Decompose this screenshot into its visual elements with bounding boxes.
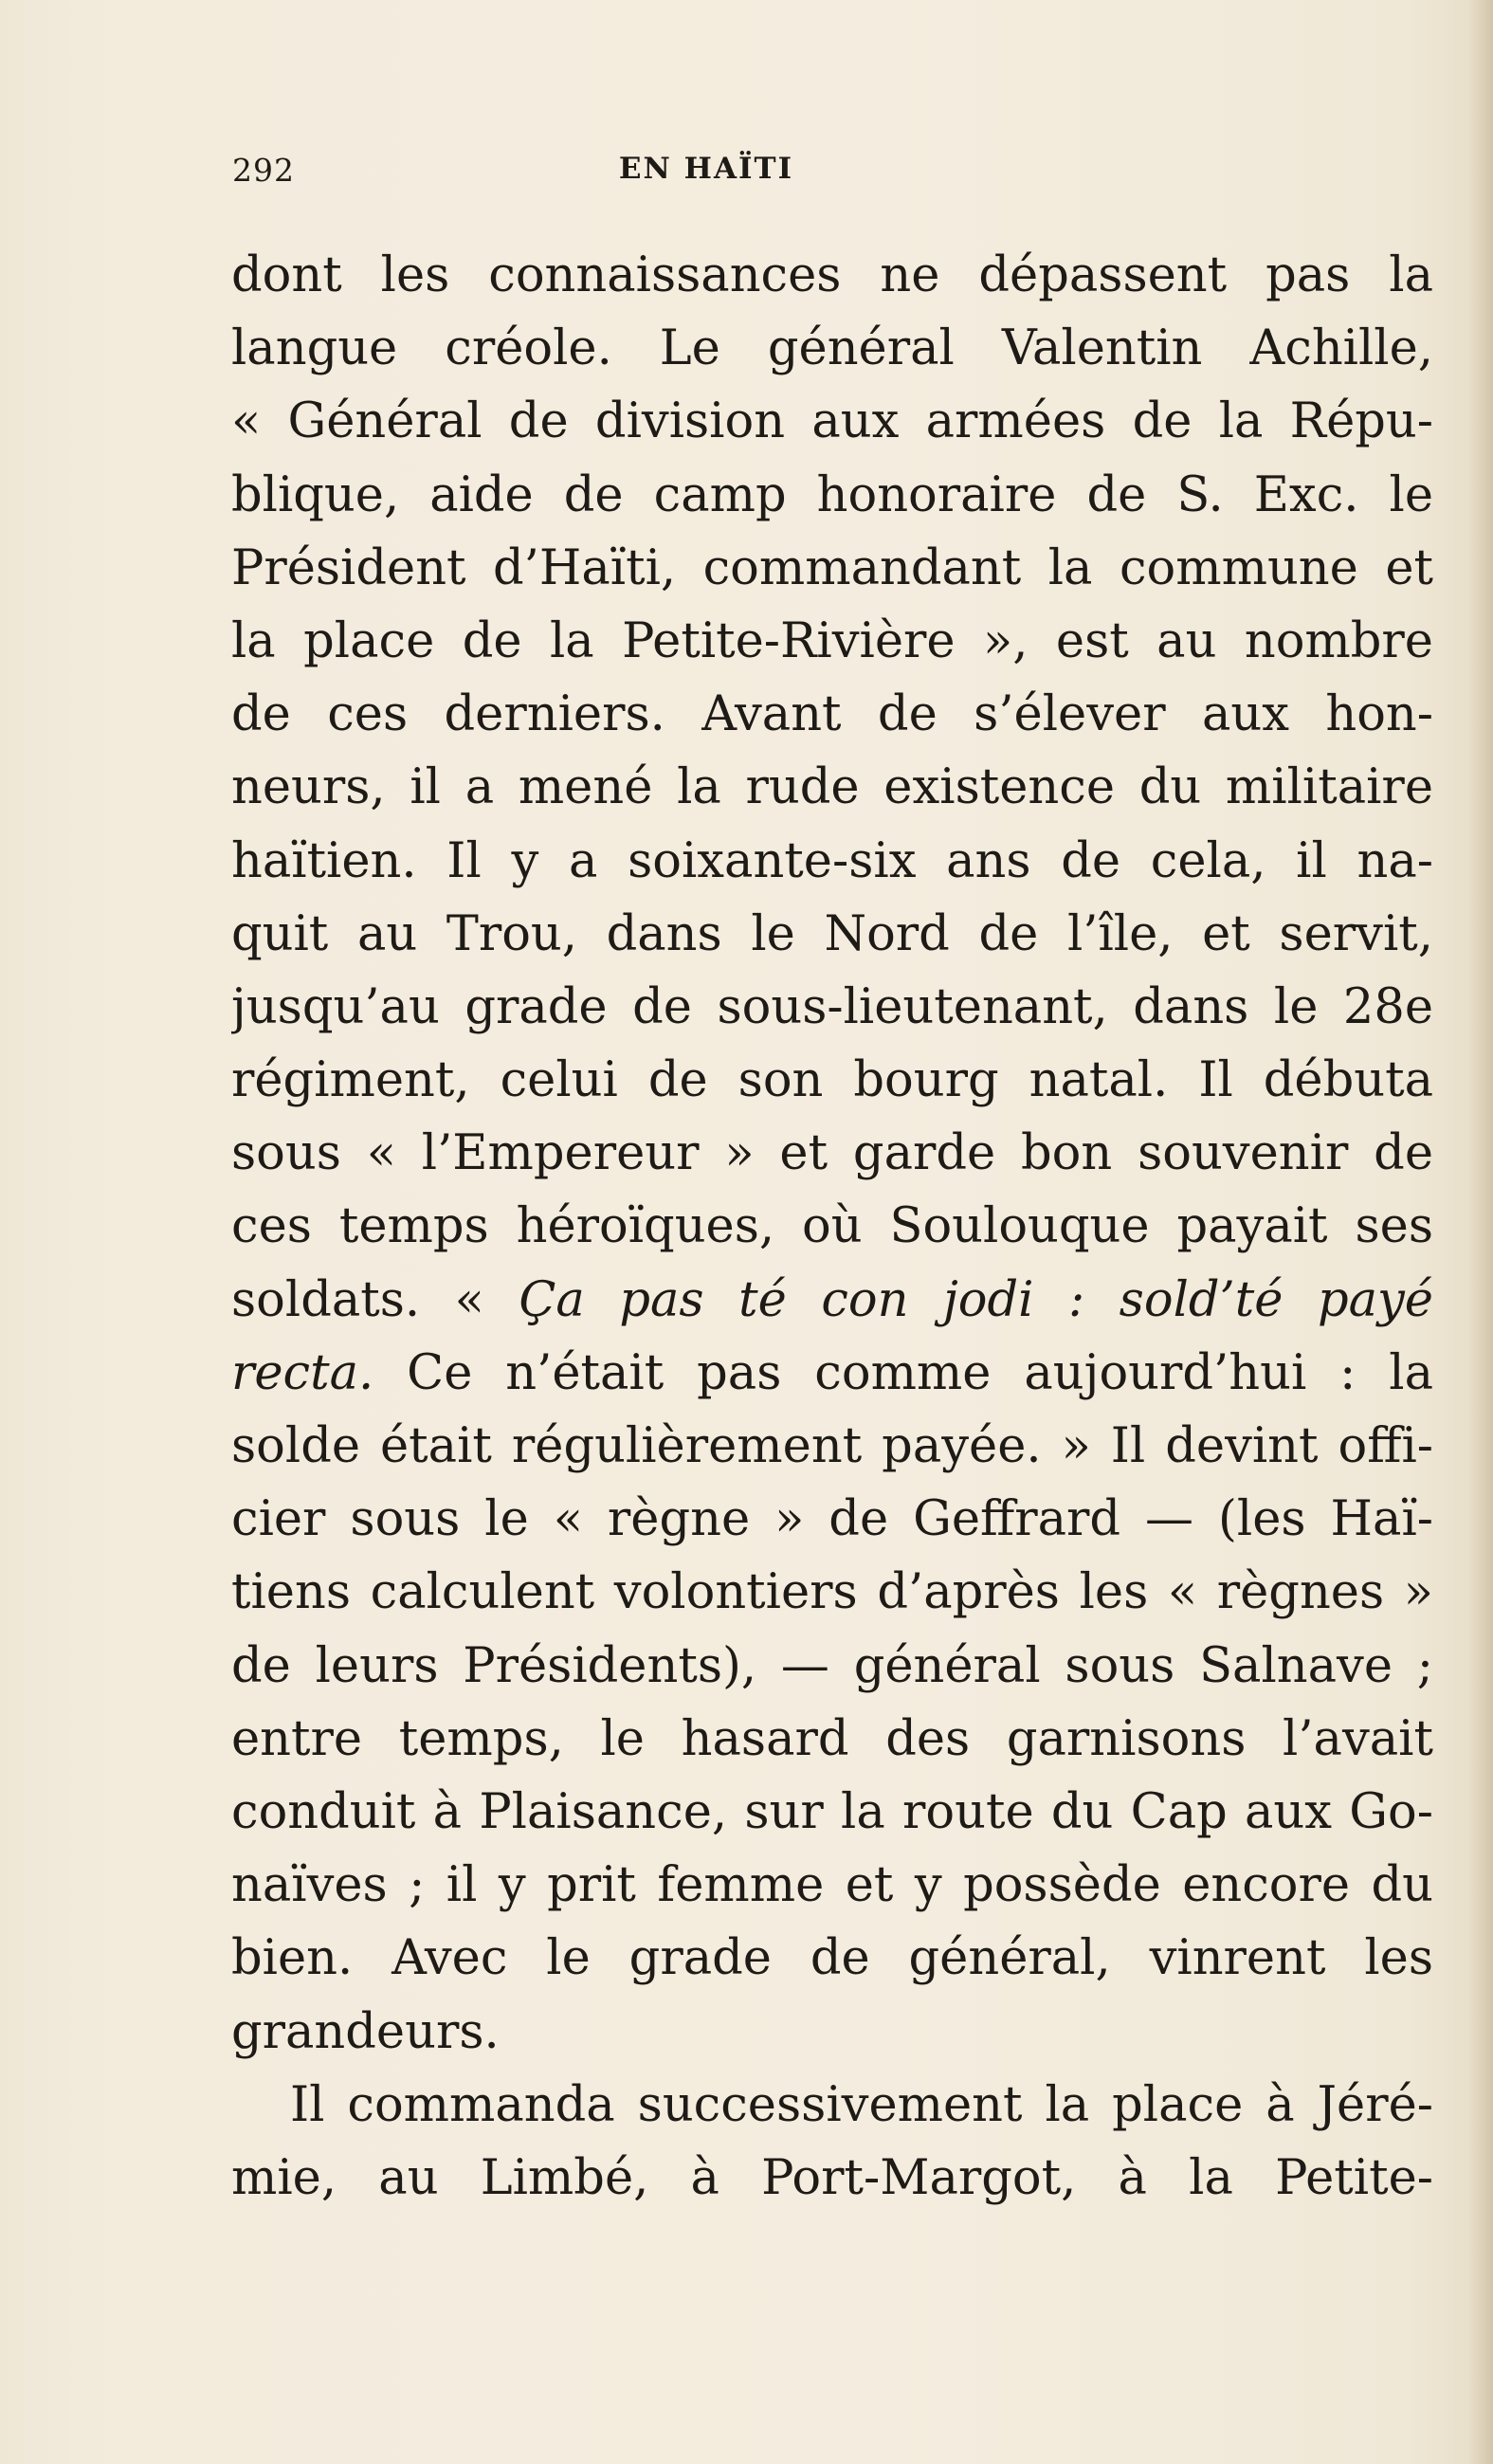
- text-line: sous « l’Empereur » et garde bon souvenir de: [231, 1125, 1433, 1182]
- text-line: Président d’Haïti, commandant la commune et: [231, 539, 1433, 596]
- text-span: soldats. «: [231, 1271, 519, 1328]
- text-line: solde était régulièrement payée. » Il devint offi-: [231, 1418, 1433, 1474]
- text-line: régiment, celui de son bourg natal. Il débuta: [231, 1052, 1433, 1109]
- text-line: dont les connaissances ne dépassent pas la: [231, 247, 1433, 303]
- text-line: de leurs Présidents), — général sous Salnave ;: [231, 1637, 1433, 1694]
- text-line: « Général de division aux armées de la Répu-: [231, 393, 1433, 450]
- running-header: [232, 152, 1434, 201]
- text-line-mixed: [231, 1337, 1433, 1410]
- text-line: naïves ; il y prit femme et y possède encore du: [231, 1857, 1433, 1914]
- text-line: conduit à Plaisance, sur la route du Cap aux Go-: [231, 1783, 1433, 1840]
- text-line: blique, aide de camp honoraire de S. Exc. le: [231, 466, 1433, 523]
- page-number: 292: [232, 152, 295, 189]
- text-line: cier sous le « règne » de Geffrard — (les Haï-: [231, 1491, 1433, 1548]
- text-line: ces temps héroïques, où Soulouque payait ses: [231, 1198, 1433, 1255]
- text-line: bien. Avec le grade de général, vinrent les: [231, 1930, 1433, 1987]
- creole-quote: Ça pas té con jodi : sold’té payé: [519, 1271, 1433, 1328]
- text-line: haïtien. Il y a soixante-six ans de cela, il na-: [231, 832, 1433, 889]
- text-line: langue créole. Le général Valentin Achille,: [231, 320, 1433, 377]
- text-line: mie, au Limbé, à Port-Margot, à la Petite-: [231, 2149, 1433, 2206]
- creole-quote: recta.: [231, 1344, 374, 1401]
- text-line: de ces derniers. Avant de s’élever aux hon-: [231, 686, 1433, 743]
- text-line: Il commanda successivement la place à Jéré-: [290, 2076, 1433, 2133]
- body-text: [231, 239, 1433, 2215]
- text-line: grandeurs.: [231, 2003, 500, 2060]
- text-line-mixed: [231, 1264, 1433, 1337]
- text-line: entre temps, le hasard des garnisons l’avait: [231, 1710, 1433, 1767]
- page-edge-shadow: [1468, 0, 1493, 2464]
- text-line: quit au Trou, dans le Nord de l’île, et servit,: [231, 905, 1433, 962]
- text-line: jusqu’au grade de sous-lieutenant, dans le 28e: [231, 978, 1433, 1035]
- text-span: Ce n’était pas comme aujourd’hui : la: [373, 1344, 1433, 1401]
- running-title: EN HAÏTI: [618, 152, 794, 186]
- text-line: tiens calculent volontiers d’après les « règnes »: [231, 1564, 1433, 1621]
- text-line: la place de la Petite-Rivière », est au nombre: [231, 612, 1433, 669]
- text-line: neurs, il a mené la rude existence du militaire: [231, 759, 1433, 816]
